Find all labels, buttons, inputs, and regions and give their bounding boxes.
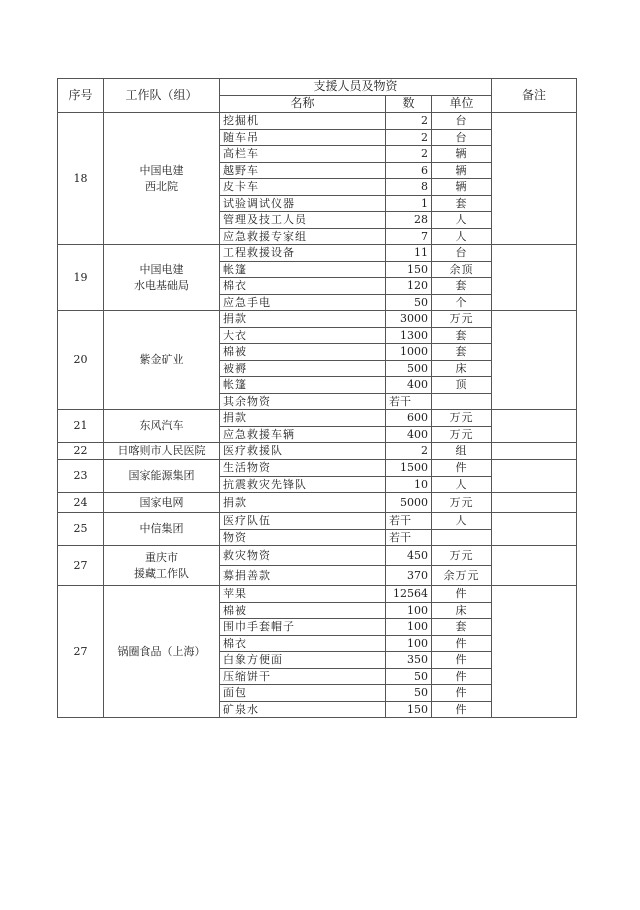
item-qty-cell: 50 xyxy=(386,685,432,702)
item-unit-cell: 套 xyxy=(432,327,492,344)
item-name-cell: 医疗队伍 xyxy=(220,513,386,530)
team-cell xyxy=(104,493,220,513)
item-name-cell: 物资 xyxy=(220,529,386,546)
team-name-line: 国家电网 xyxy=(139,495,184,509)
item-qty-cell: 50 xyxy=(386,668,432,685)
team-cell xyxy=(104,245,220,311)
table-row xyxy=(58,245,577,262)
team-cell xyxy=(104,546,220,586)
seq-cell: 21 xyxy=(58,410,104,443)
header-row xyxy=(58,79,577,96)
item-unit-cell: 件 xyxy=(432,460,492,477)
team-name-line: 水电基础局 xyxy=(134,278,189,292)
seq-cell: 19 xyxy=(58,245,104,311)
item-unit-cell: 台 xyxy=(432,245,492,262)
item-unit-cell: 套 xyxy=(432,278,492,295)
item-unit-cell: 万元 xyxy=(432,311,492,328)
item-unit-cell: 件 xyxy=(432,701,492,718)
item-name-cell: 挖掘机 xyxy=(220,113,386,130)
item-name-cell: 白象方便面 xyxy=(220,652,386,669)
item-unit-cell: 人 xyxy=(432,513,492,530)
item-name-cell: 救灾物资 xyxy=(220,546,386,566)
item-qty-cell: 400 xyxy=(386,426,432,443)
item-qty-cell: 8 xyxy=(386,179,432,196)
team-cell xyxy=(104,113,220,245)
item-name-cell: 医疗救援队 xyxy=(220,443,386,460)
item-qty-cell: 150 xyxy=(386,701,432,718)
item-qty-cell: 350 xyxy=(386,652,432,669)
item-name-cell: 棉被 xyxy=(220,602,386,619)
item-qty-cell: 100 xyxy=(386,602,432,619)
item-qty-cell: 28 xyxy=(386,212,432,229)
item-name-cell: 帐篷 xyxy=(220,377,386,394)
item-name-cell: 捐款 xyxy=(220,311,386,328)
team-name-line: 中国电建 xyxy=(139,163,184,177)
item-name-cell: 募捐善款 xyxy=(220,566,386,586)
item-qty-cell: 120 xyxy=(386,278,432,295)
item-name-cell: 捐款 xyxy=(220,410,386,427)
item-name-cell: 棉衣 xyxy=(220,278,386,295)
item-qty-cell: 若干 xyxy=(386,393,432,410)
item-name-cell: 工程救援设备 xyxy=(220,245,386,262)
item-unit-cell: 件 xyxy=(432,685,492,702)
item-unit-cell: 辆 xyxy=(432,162,492,179)
item-qty-cell: 11 xyxy=(386,245,432,262)
item-name-cell: 管理及技工人员 xyxy=(220,212,386,229)
item-name-cell: 其余物资 xyxy=(220,393,386,410)
item-unit-cell: 辆 xyxy=(432,146,492,163)
item-qty-cell: 若干 xyxy=(386,513,432,530)
seq-cell: 23 xyxy=(58,460,104,493)
item-qty-cell: 1500 xyxy=(386,460,432,477)
item-name-cell: 帐篷 xyxy=(220,261,386,278)
support-table xyxy=(57,78,577,718)
item-unit-cell: 套 xyxy=(432,344,492,361)
table-row xyxy=(58,546,577,566)
team-cell xyxy=(104,586,220,718)
note-cell xyxy=(492,113,577,245)
item-unit-cell: 套 xyxy=(432,195,492,212)
item-unit-cell: 件 xyxy=(432,586,492,603)
team-name-line: 国家能源集团 xyxy=(128,469,195,482)
item-name-cell: 大衣 xyxy=(220,327,386,344)
item-unit-cell: 余顶 xyxy=(432,261,492,278)
item-unit-cell xyxy=(432,529,492,546)
team-name-line: 锅圈食品（上海） xyxy=(117,644,206,658)
note-cell xyxy=(492,311,577,410)
item-name-cell: 棉被 xyxy=(220,344,386,361)
item-name-cell: 越野车 xyxy=(220,162,386,179)
team-cell xyxy=(104,513,220,546)
team-cell xyxy=(104,311,220,410)
item-unit-cell: 万元 xyxy=(432,493,492,513)
item-name-cell: 捐款 xyxy=(220,493,386,513)
team-cell xyxy=(104,460,220,493)
item-name-cell: 应急手电 xyxy=(220,294,386,311)
item-name-cell: 试验调试仪器 xyxy=(220,195,386,212)
item-unit-cell: 床 xyxy=(432,360,492,377)
team-name-line: 紫金矿业 xyxy=(139,353,184,366)
item-qty-cell: 1000 xyxy=(386,344,432,361)
item-qty-cell: 2 xyxy=(386,113,432,130)
item-qty-cell: 5000 xyxy=(386,493,432,513)
team-name-line: 中国电建 xyxy=(139,262,184,276)
item-qty-cell: 100 xyxy=(386,635,432,652)
item-unit-cell: 套 xyxy=(432,619,492,636)
item-name-cell: 围巾手套帽子 xyxy=(220,619,386,636)
item-name-cell: 随车吊 xyxy=(220,129,386,146)
item-unit-cell xyxy=(432,393,492,410)
table-row xyxy=(58,586,577,603)
team-name-line: 重庆市 xyxy=(145,550,178,564)
header-note: 备注 xyxy=(492,79,577,113)
item-qty-cell: 1 xyxy=(386,195,432,212)
team-name-line: 西北院 xyxy=(145,179,178,193)
item-unit-cell: 人 xyxy=(432,476,492,493)
note-cell xyxy=(492,410,577,443)
item-unit-cell: 件 xyxy=(432,652,492,669)
table-row xyxy=(58,410,577,427)
item-qty-cell: 2 xyxy=(386,146,432,163)
header-name: 名称 xyxy=(220,96,386,113)
team-cell xyxy=(104,443,220,460)
table-row xyxy=(58,460,577,477)
item-unit-cell: 人 xyxy=(432,212,492,229)
seq-cell: 27 xyxy=(58,586,104,718)
item-qty-cell: 7 xyxy=(386,228,432,245)
item-name-cell: 矿泉水 xyxy=(220,701,386,718)
item-qty-cell: 100 xyxy=(386,619,432,636)
item-qty-cell: 6 xyxy=(386,162,432,179)
table-row xyxy=(58,513,577,530)
item-unit-cell: 顶 xyxy=(432,377,492,394)
item-qty-cell: 12564 xyxy=(386,586,432,603)
note-cell xyxy=(492,586,577,718)
item-unit-cell: 床 xyxy=(432,602,492,619)
team-name-line: 中信集团 xyxy=(139,522,184,535)
header-unit: 单位 xyxy=(432,96,492,113)
item-unit-cell: 辆 xyxy=(432,179,492,196)
item-name-cell: 苹果 xyxy=(220,586,386,603)
item-qty-cell: 400 xyxy=(386,377,432,394)
header-seq: 序号 xyxy=(58,79,104,113)
item-qty-cell: 2 xyxy=(386,443,432,460)
team-name-line: 援藏工作队 xyxy=(134,566,189,580)
item-qty-cell: 3000 xyxy=(386,311,432,328)
note-cell xyxy=(492,245,577,311)
item-qty-cell: 370 xyxy=(386,566,432,586)
item-qty-cell: 若干 xyxy=(386,529,432,546)
note-cell xyxy=(492,460,577,493)
item-name-cell: 高栏车 xyxy=(220,146,386,163)
item-unit-cell: 件 xyxy=(432,635,492,652)
item-name-cell: 被褥 xyxy=(220,360,386,377)
table-row xyxy=(58,113,577,130)
seq-cell: 25 xyxy=(58,513,104,546)
item-unit-cell: 万元 xyxy=(432,546,492,566)
seq-cell: 20 xyxy=(58,311,104,410)
item-name-cell: 抗震救灾先锋队 xyxy=(220,476,386,493)
item-name-cell: 压缩饼干 xyxy=(220,668,386,685)
item-unit-cell: 个 xyxy=(432,294,492,311)
item-name-cell: 皮卡车 xyxy=(220,179,386,196)
team-name-line: 东风汽车 xyxy=(139,419,184,432)
table-row xyxy=(58,493,577,513)
item-qty-cell: 10 xyxy=(386,476,432,493)
item-unit-cell: 台 xyxy=(432,129,492,146)
item-qty-cell: 450 xyxy=(386,546,432,566)
item-qty-cell: 600 xyxy=(386,410,432,427)
item-qty-cell: 150 xyxy=(386,261,432,278)
note-cell xyxy=(492,546,577,586)
item-unit-cell: 万元 xyxy=(432,410,492,427)
note-cell xyxy=(492,493,577,513)
item-name-cell: 棉衣 xyxy=(220,635,386,652)
note-cell xyxy=(492,513,577,546)
team-cell xyxy=(104,410,220,443)
item-unit-cell: 余万元 xyxy=(432,566,492,586)
seq-cell: 24 xyxy=(58,493,104,513)
item-unit-cell: 组 xyxy=(432,443,492,460)
item-unit-cell: 台 xyxy=(432,113,492,130)
item-name-cell: 应急救援专家组 xyxy=(220,228,386,245)
seq-cell: 27 xyxy=(58,546,104,586)
item-name-cell: 应急救援车辆 xyxy=(220,426,386,443)
header-support: 支援人员及物资 xyxy=(220,79,492,96)
seq-cell: 18 xyxy=(58,113,104,245)
team-name-line: 日喀则市人民医院 xyxy=(117,444,206,457)
note-cell xyxy=(492,443,577,460)
header-qty: 数 xyxy=(386,96,432,113)
item-name-cell: 生活物资 xyxy=(220,460,386,477)
header-team: 工作队（组） xyxy=(104,79,220,113)
item-qty-cell: 1300 xyxy=(386,327,432,344)
item-qty-cell: 50 xyxy=(386,294,432,311)
item-unit-cell: 万元 xyxy=(432,426,492,443)
item-unit-cell: 件 xyxy=(432,668,492,685)
table-row xyxy=(58,443,577,460)
table-row xyxy=(58,311,577,328)
item-name-cell: 面包 xyxy=(220,685,386,702)
seq-cell: 22 xyxy=(58,443,104,460)
item-unit-cell: 人 xyxy=(432,228,492,245)
item-qty-cell: 500 xyxy=(386,360,432,377)
item-qty-cell: 2 xyxy=(386,129,432,146)
